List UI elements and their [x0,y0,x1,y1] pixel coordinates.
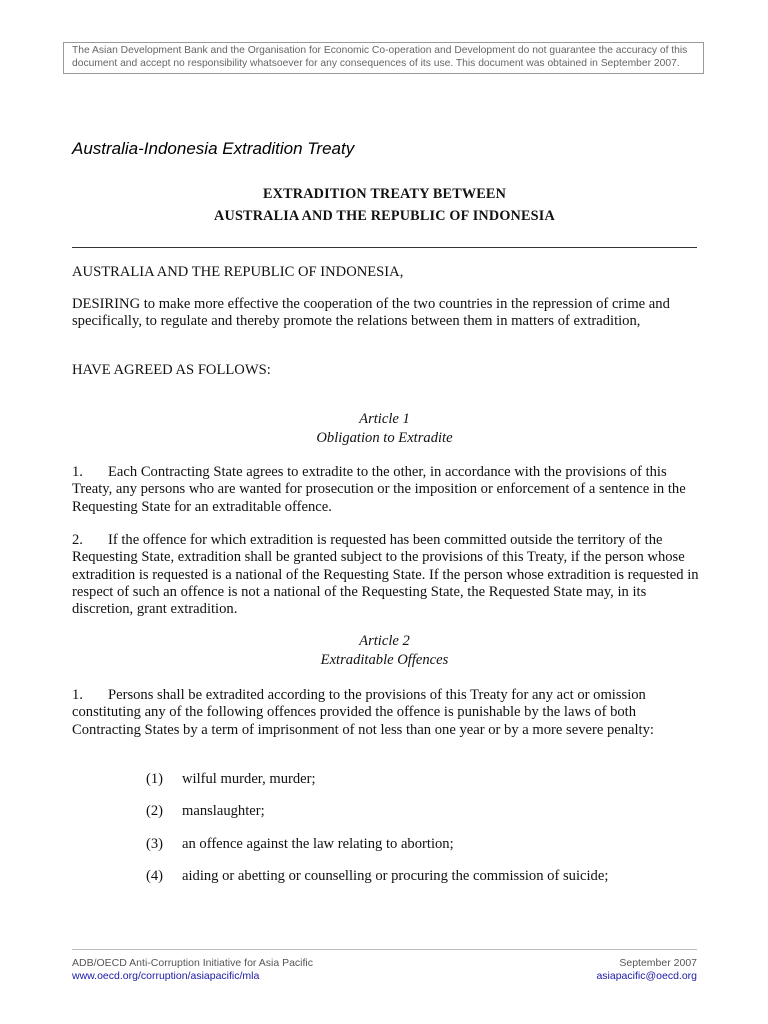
paragraph-number: 1. [72,464,83,480]
paragraph-text: Each Contracting State agrees to extradite to the other, in accordance with the provisions of this Treaty, any persons who are wanted for prosecution or the imposition or enforcement of a sentence in the Requesting State for an extraditable offence. [72,464,686,515]
paragraph-number: 1. [72,687,83,703]
footer-website-link[interactable]: www.oecd.org/corruption/asiapacific/mla [72,970,260,982]
desiring-paragraph: DESIRING to make more effective the cooperation of the two countries in the repression of crime and specifically, to regulate and thereby promote the relations between them in matters of extradition, [72,296,670,330]
disclaimer-box [63,42,704,74]
offence-item [146,771,706,788]
parties-line: AUSTRALIA AND THE REPUBLIC OF INDONESIA, [72,264,404,280]
treaty-heading-line2: AUSTRALIA AND THE REPUBLIC OF INDONESIA [214,208,555,224]
footer-email-link[interactable]: asiapacific@oecd.org [596,970,697,982]
item-number: (2) [146,803,164,819]
paragraph-text: Persons shall be extradited according to the provisions of this Treaty for any act or omission constituting any of the following offences provided the offence is punishable by the laws of both Contracting States by a term of imprisonment of not less than one year or by a more severe penalty: [72,687,654,738]
offence-item [146,803,706,820]
footer-right [596,957,697,983]
article-1-number: Article 1 [359,411,410,427]
offence-item [146,868,706,885]
article-2-paragraph-1 [72,687,702,739]
footer-divider [72,949,697,950]
item-text: wilful murder, murder; [182,771,316,787]
article-2-number: Article 2 [359,633,410,649]
item-text: manslaughter; [182,803,265,819]
item-text: an offence against the law relating to abortion; [182,836,454,852]
item-number: (3) [146,836,164,852]
item-text: aiding or abetting or counselling or procuring the commission of suicide; [182,868,609,884]
agreed-line: HAVE AGREED AS FOLLOWS: [72,362,271,378]
article-2-title: Extraditable Offences [320,652,449,668]
disclaimer-text: The Asian Development Bank and the Organisation for Economic Co-operation and Development do not guarantee the accuracy of this document and accept no responsibility whatsoever for any consequences of its use. This document was obtained in September 2007. [72,45,688,69]
item-number: (4) [146,868,164,884]
offence-item [146,836,706,853]
footer-initiative-name: ADB/OECD Anti-Corruption Initiative for Asia Pacific [72,957,314,969]
item-number: (1) [146,771,164,787]
document-title: Australia-Indonesia Extradition Treaty [72,139,355,158]
article-1-paragraph-2 [72,532,702,618]
footer-left [72,957,313,983]
footer-date: September 2007 [619,957,697,969]
paragraph-text: If the offence for which extradition is requested has been committed outside the territory of the Requesting State, extradition shall be granted subject to the provisions of this Treaty, if the person whose extradition is requested is a national of the Requesting State. If the person whose extradition is requested in respect of such an offence is not a national of the Requesting State, the Requested State may, in its discretion, grant extradition. [72,532,699,618]
heading-divider [72,247,697,248]
treaty-heading-line1: EXTRADITION TREATY BETWEEN [262,186,507,202]
article-1-title: Obligation to Extradite [316,430,453,446]
article-1-paragraph-1 [72,464,702,516]
paragraph-number: 2. [72,532,83,548]
